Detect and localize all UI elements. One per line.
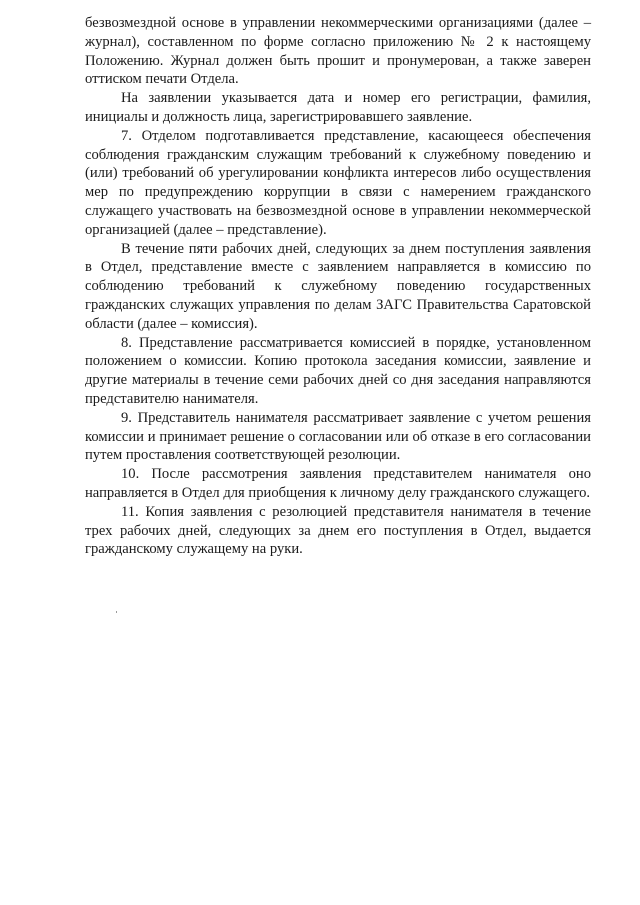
paragraph-item-7-deadline: В течение пяти рабочих дней, следующих за днем поступления заявления в Отдел, представление вместе с заявлением направляется в комиссию по соблюдению требований к служебному поведению государственных гражданских служащих управления по делам ЗАГС Правительства Саратовской области (далее – комиссия). <box>85 240 591 332</box>
paragraph-item-11: 11. Копия заявления с резолюцией представителя нанимателя в течение трех рабочих дней, следующих за днем его поступления в Отдел, выдается гражданскому служащему на руки. <box>85 503 591 558</box>
document-body <box>85 14 591 559</box>
paragraph-item-8: 8. Представление рассматривается комиссией в порядке, установленном положением о комиссии. Копию протокола заседания комиссии, заявление и другие материалы в течение семи рабочих дней со дня заседания направляются представителю нанимателя. <box>85 334 591 407</box>
paragraph-registration-note: На заявлении указывается дата и номер его регистрации, фамилия, инициалы и должность лица, зарегистрировавшего заявление. <box>85 90 591 125</box>
paragraph-item-9: 9. Представитель нанимателя рассматривает заявление с учетом решения комиссии и принимает решение о согласовании или об отказе в его согласовании путем проставления соответствующей резолюции. <box>85 409 591 464</box>
paragraph-item-10: 10. После рассмотрения заявления представителем нанимателя оно направляется в Отдел для приобщения к личному делу гражданского служащего. <box>85 466 591 501</box>
paragraph-journal-continuation: безвозмездной основе в управлении некоммерческими организациями (далее – журнал), составленном по форме согласно приложению № 2 к настоящему Положению. Журнал должен быть прошит и пронумерован, а также заверен оттиском печати Отдела. <box>85 15 591 88</box>
paragraph-item-7: 7. Отделом подготавливается представление, касающееся обеспечения соблюдения гражданским служащим требований к служебному поведению и (или) требований об урегулировании конфликта интересов либо осуществления мер по предупреждению коррупции в связи с намерением гражданского служащего участвовать на безвозмездной основе в управлении некоммерческой организацией (далее – представление). <box>85 127 591 238</box>
scan-artifact <box>116 611 117 613</box>
